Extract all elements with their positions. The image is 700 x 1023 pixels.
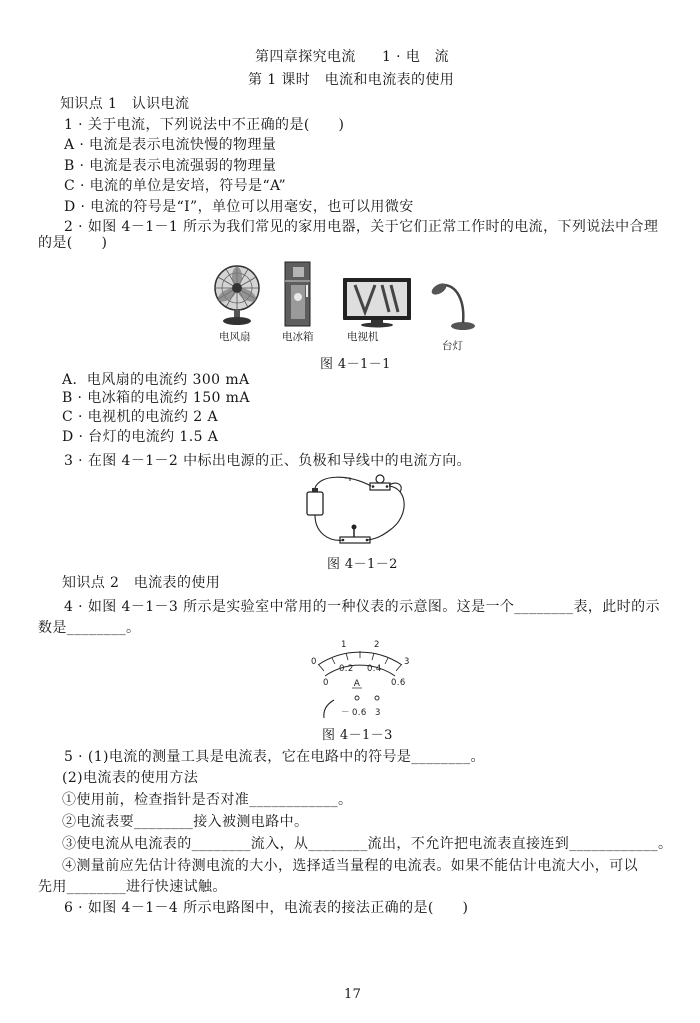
figure-4-1-1-appliances — [205, 255, 495, 335]
unit-label: A — [353, 679, 361, 689]
question-1-option-b: B · 电流是表示电流强弱的物理量 — [64, 158, 277, 174]
question-1-option-a: A · 电流是表示电流快慢的物理量 — [64, 137, 277, 153]
scale-ticks — [319, 651, 401, 671]
top-scale-3: 3 — [404, 657, 410, 667]
refrigerator-illustration — [285, 262, 310, 326]
chapter-title: 第四章探究电流 — [255, 49, 356, 65]
question-1-option-d: D · 电流的符号是“I”，单位可以用毫安，也可以用微安 — [64, 199, 414, 215]
terminal-0-6 — [355, 696, 359, 700]
question-5-step-1: ①使用前，检查指针是否对准____________。 — [62, 792, 353, 808]
bulb-holder-illustration — [345, 475, 390, 490]
electric-fan-illustration — [215, 266, 259, 325]
knowledge-point-1-heading: 知识点 1 认识电流 — [60, 96, 190, 112]
question-5-part-1: 5 · (1)电流的测量工具是电流表，它在电路中的符号是________。 — [64, 749, 485, 765]
question-2-option-d: D · 台灯的电流约 1.5 A — [62, 429, 219, 445]
question-4-stem-line-1: 4 · 如图 4－1－3 所示是实验室中常用的一种仪表的示意图。这是一个________表，此时的示 — [64, 599, 660, 615]
question-5-step-2: ②电流表要________接入被测电路中。 — [62, 814, 309, 830]
terminal-3 — [375, 696, 379, 700]
question-1-stem: 1 · 关于电流，下列说法中不正确的是( ) — [64, 117, 345, 133]
question-4-stem-line-2: 数是________。 — [38, 620, 141, 636]
figure-4-1-3-caption: 图 4－1－3 — [322, 728, 393, 743]
question-3-stem: 3 · 在图 4－1－2 中标出电源的正、负极和导线中的电流方向。 — [64, 453, 472, 469]
question-5-step-3: ③使电流从电流表的________流入，从________流出，不允许把电流表直接连到____________。 — [62, 836, 673, 852]
figure-4-1-2-circuit — [290, 470, 420, 555]
question-5-step-4-continued: 先用________进行快速试触。 — [38, 879, 227, 895]
television-illustration — [343, 278, 411, 328]
switch-illustration — [340, 525, 370, 544]
lamp-label: 台灯 — [442, 340, 463, 352]
fan-label: 电风扇 — [219, 331, 251, 343]
figure-4-1-3-ammeter — [305, 636, 415, 722]
terminal-label-0-6: 0.6 — [352, 708, 367, 718]
question-2-stem-line-2: 的是( ) — [38, 235, 108, 251]
bottom-scale-0-2: 0.2 — [339, 664, 354, 674]
battery-illustration — [307, 488, 323, 515]
tv-label: 电视机 — [347, 331, 379, 343]
question-2-option-b: B · 电冰箱的电流约 150 mA — [62, 390, 250, 406]
figure-4-1-2-caption: 图 4－1－2 — [327, 557, 398, 572]
bottom-scale-0-6: 0.6 — [391, 678, 406, 688]
section-title: 1 · 电 流 — [382, 49, 450, 65]
terminal-label-3: 3 — [375, 708, 381, 718]
lesson-title: 第 1 课时 电流和电流表的使用 — [248, 72, 455, 88]
figure-4-1-1-caption: 图 4－1－1 — [320, 357, 391, 372]
question-2-stem-line-1: 2 · 如图 4－1－1 所示为我们常见的家用电器，关于它们正常工作时的电流，下列说法中合理 — [64, 219, 659, 235]
question-6-stem: 6 · 如图 4－1－4 所示电路图中，电流表的接法正确的是( ) — [64, 900, 469, 916]
top-scale-0: 0 — [311, 657, 317, 667]
inner-scale-arc — [325, 665, 395, 676]
bottom-scale-0: 0 — [323, 678, 329, 688]
circuit-wires — [315, 477, 404, 540]
top-scale-1: 1 — [341, 640, 347, 650]
desk-lamp-illustration — [430, 281, 475, 330]
question-2-option-c: C · 电视机的电流约 2 A — [62, 409, 218, 425]
page-number: 17 — [344, 987, 362, 1002]
meter-pointer — [324, 700, 334, 718]
top-scale-2: 2 — [374, 640, 380, 650]
bottom-scale-0-4: 0.4 — [367, 664, 382, 674]
question-2-option-a: A．电风扇的电流约 300 mA — [62, 372, 250, 388]
question-5-step-4: ④测量前应先估计待测电流的大小，选择适当量程的电流表。如果不能估计电流大小，可以 — [62, 858, 638, 874]
question-1-option-c: C · 电流的单位是安培，符号是“A” — [64, 178, 287, 194]
knowledge-point-2-heading: 知识点 2 电流表的使用 — [62, 575, 221, 591]
question-5-part-2-title: (2)电流表的使用方法 — [62, 770, 199, 786]
terminal-label-negative: － — [341, 708, 350, 718]
fridge-label: 电冰箱 — [282, 331, 314, 343]
